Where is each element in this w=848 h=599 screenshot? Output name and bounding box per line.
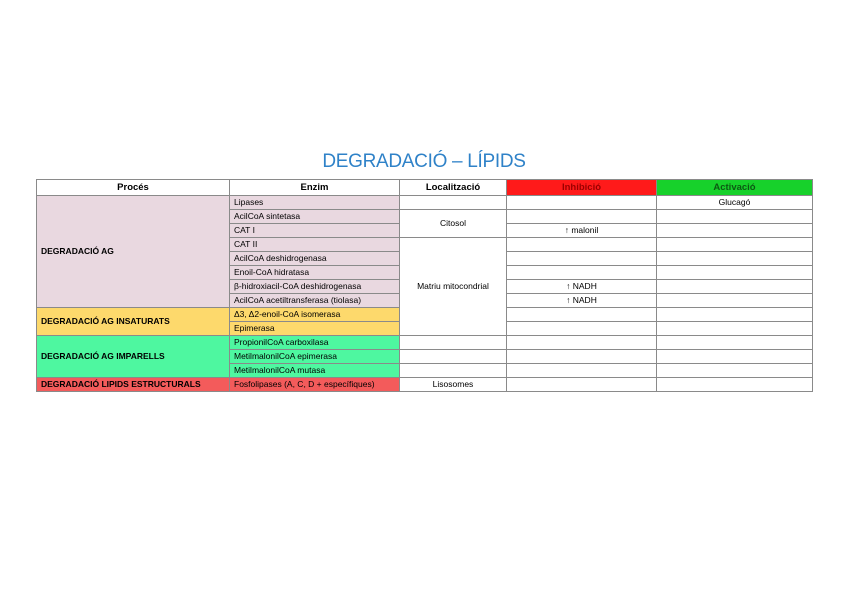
process-degradacio-lipids-estructurals: DEGRADACIÓ LIPIDS ESTRUCTURALS <box>37 378 230 392</box>
table-row <box>37 196 813 210</box>
header-enzim: Enzim <box>230 180 400 196</box>
activacio-cell <box>657 364 813 378</box>
header-activacio: Activació <box>657 180 813 196</box>
enzyme-cell: MetilmalonilCoA mutasa <box>230 364 400 378</box>
activacio-cell <box>657 294 813 308</box>
enzyme-cell: Δ3, Δ2-enoil-CoA isomerasa <box>230 308 400 322</box>
activacio-cell <box>657 210 813 224</box>
localitzacio-citosol: Citosol <box>400 210 507 238</box>
enzyme-cell: AcilCoA acetiltransferasa (tiolasa) <box>230 294 400 308</box>
inhibicio-cell <box>507 238 657 252</box>
enzyme-cell: β-hidroxiacil-CoA deshidrogenasa <box>230 280 400 294</box>
enzyme-cell: PropionilCoA carboxilasa <box>230 336 400 350</box>
localitzacio-cell <box>400 364 507 378</box>
activacio-cell <box>657 322 813 336</box>
localitzacio-matriu: Matriu mitocondrial <box>400 238 507 336</box>
localitzacio-lisosomes: Lisosomes <box>400 378 507 392</box>
enzyme-cell: CAT II <box>230 238 400 252</box>
enzyme-cell: AcilCoA deshidrogenasa <box>230 252 400 266</box>
enzyme-cell: Epimerasa <box>230 322 400 336</box>
inhibicio-cell <box>507 308 657 322</box>
enzyme-cell: Lipases <box>230 196 400 210</box>
activacio-cell <box>657 350 813 364</box>
enzyme-cell: CAT I <box>230 224 400 238</box>
inhibicio-cell <box>507 210 657 224</box>
inhibicio-cell <box>507 378 657 392</box>
process-degradacio-ag-imparells: DEGRADACIÓ AG IMPARELLS <box>37 336 230 378</box>
enzyme-cell: Enoil-CoA hidratasa <box>230 266 400 280</box>
process-degradacio-ag-insaturats: DEGRADACIÓ AG INSATURATS <box>37 308 230 336</box>
table-row <box>37 336 813 350</box>
activacio-cell <box>657 238 813 252</box>
inhibicio-cell: ↑ NADH <box>507 294 657 308</box>
activacio-cell: Glucagó <box>657 196 813 210</box>
activacio-cell <box>657 266 813 280</box>
activacio-cell <box>657 224 813 238</box>
table-row <box>37 378 813 392</box>
inhibicio-cell <box>507 266 657 280</box>
activacio-cell <box>657 252 813 266</box>
enzyme-cell: Fosfolipases (A, C, D + específiques) <box>230 378 400 392</box>
inhibicio-cell <box>507 322 657 336</box>
header-inhibicio: Inhibició <box>507 180 657 196</box>
activacio-cell <box>657 336 813 350</box>
inhibicio-cell <box>507 252 657 266</box>
lipid-degradation-table <box>36 179 813 392</box>
localitzacio-cell <box>400 196 507 210</box>
header-localitzacio: Localització <box>400 180 507 196</box>
inhibicio-cell <box>507 350 657 364</box>
page-title: DEGRADACIÓ – LÍPIDS <box>322 151 526 172</box>
activacio-cell <box>657 280 813 294</box>
enzyme-cell: AcilCoA sintetasa <box>230 210 400 224</box>
header-row <box>37 180 813 196</box>
header-proces: Procés <box>37 180 230 196</box>
localitzacio-cell <box>400 336 507 350</box>
process-degradacio-ag: DEGRADACIÓ AG <box>37 196 230 308</box>
activacio-cell <box>657 378 813 392</box>
enzyme-cell: MetilmalonilCoA epimerasa <box>230 350 400 364</box>
activacio-cell <box>657 308 813 322</box>
inhibicio-cell: ↑ NADH <box>507 280 657 294</box>
localitzacio-cell <box>400 350 507 364</box>
inhibicio-cell <box>507 336 657 350</box>
inhibicio-cell <box>507 364 657 378</box>
inhibicio-cell: ↑ malonil <box>507 224 657 238</box>
inhibicio-cell <box>507 196 657 210</box>
